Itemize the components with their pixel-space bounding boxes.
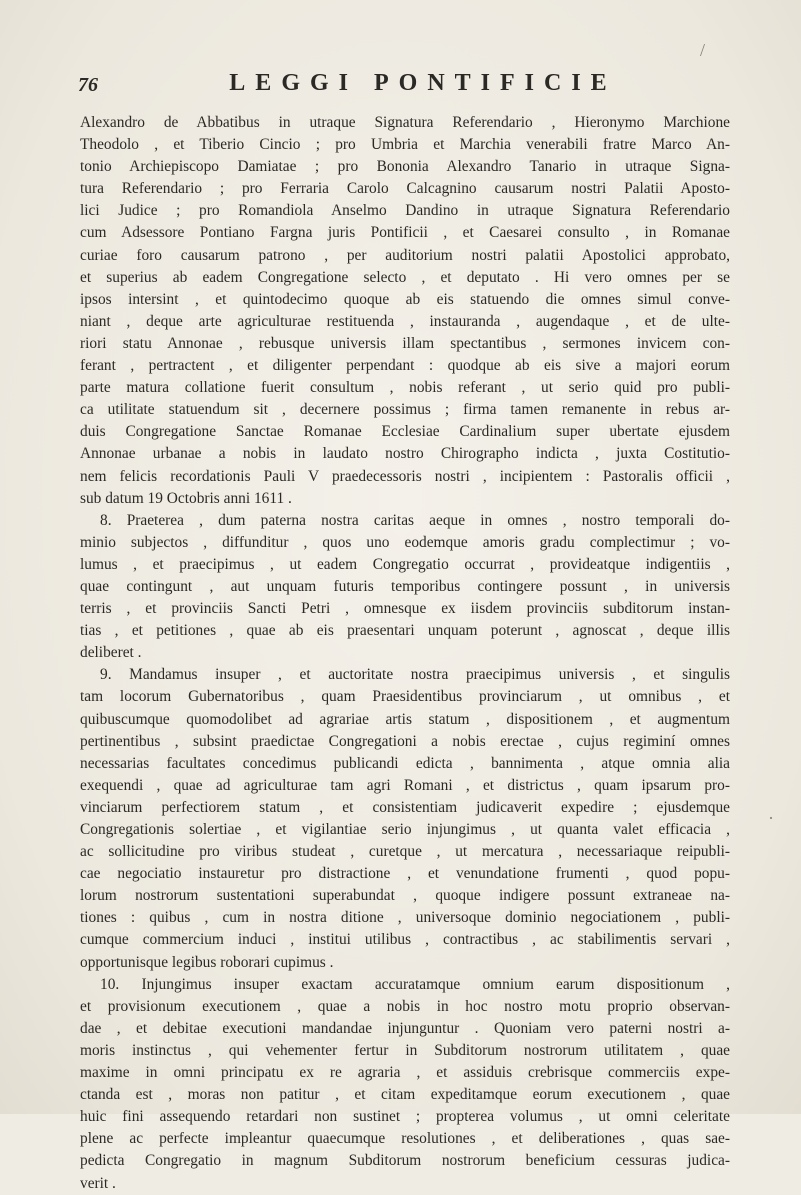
text-line: ctanda est , moras non patitur , et citam expeditamque eorum executionem , quae: [80, 1086, 730, 1104]
running-head: LEGGI PONTIFICIE: [229, 70, 617, 96]
text-line: lorum nostrorum sustentationi superabundat , quoque indigere possunt extraneae na-: [80, 887, 730, 905]
text-line: dae , et debitae executioni mandandae injunguntur . Quoniam vero paterni nostri a-: [80, 1019, 730, 1037]
text-line: necessarias facultates concedimus publicandi edicta , bannimenta , atque omnia alia: [80, 754, 730, 772]
text-line: Congregationis solertiae , et vigilantiae serio injungimus , ut quanta valet efficacia ,: [80, 821, 730, 838]
text-line: deliberet .: [80, 644, 142, 662]
text-line: niant , deque arte agriculturae restituenda , instauranda , augendaque , et de ulte-: [80, 312, 730, 330]
text-line: verit .: [80, 1174, 116, 1192]
text-line: curiae foro causarum patrono , per auditorium nostri palatii Apostolici approbato,: [80, 246, 730, 264]
body-text: [80, 112, 730, 1195]
text-line: plene ac perfecte impleantur quaecumque resolutiones , et deliberationes , quas sae-: [80, 1130, 730, 1148]
text-line: ipsos intersint , et quintodecimo quoque ab eis statuendo die omnes simul conve-: [80, 290, 730, 308]
text-line: pertinentibus , subsint praedictae Congregationi a nobis erectae , cujus regiminí omnes: [80, 732, 730, 750]
text-line: lici Judice ; pro Romandiola Anselmo Dandino in utraque Signatura Referendario: [80, 202, 730, 220]
text-line: ca utilitate statuendum sit , decernere possimus ; firma tamen remanente in rebus ar-: [80, 401, 730, 419]
pencil-mark-icon: ·: [768, 808, 774, 828]
text-line: Annonae urbanae a nobis in laudato nostro Chirographo indicta , juxta Costitutio-: [80, 445, 730, 463]
pencil-mark-icon: /: [700, 40, 706, 60]
text-line: duis Congregatione Sanctae Romanae Ecclesiae Cardinalium super ubertate ejusdem: [80, 423, 730, 441]
text-line: et superius ab eadem Congregatione selecto , et deputato . Hi vero omnes per se: [80, 268, 730, 286]
text-line: quae contingunt , aut unquam futuris temporibus contingere possunt , in universis: [80, 577, 730, 595]
text-line: tonio Archiepiscopo Damiatae ; pro Bononia Alexandro Tanario in utraque Signa-: [80, 158, 730, 176]
text-line: cumque commercium induci , institui utilibus , contractibus , ac stabilimentis servari ,: [80, 931, 730, 949]
text-line: Theodolo , et Tiberio Cincio ; pro Umbria et Marchia venerabili fratre Marco An-: [80, 136, 730, 154]
text-line: vinciarum perfectiorem statum , et consistentiam judicaverit expedire ; ejusdemque: [80, 798, 730, 816]
text-line: 10. Injungimus insuper exactam accuratamque omnium earum dispositionum ,: [100, 975, 730, 993]
text-line: maxime in omni principatu ex re agraria , et assiduis crebrisque commerciis expe-: [80, 1064, 730, 1082]
page-number: 76: [78, 74, 98, 96]
text-line: moris instinctus , qui vehementer fertur in Subditorum nostrorum utilitatem , quae: [80, 1041, 730, 1059]
text-line: cae negociatio instauretur pro distractione , et venundatione frumenti , quod popu-: [80, 865, 730, 883]
text-line: nem felicis recordationis Pauli V praedecessoris nostri , incipientem : Pastoralis officii ,: [80, 467, 730, 485]
text-line: tam locorum Gubernatoribus , quam Praesidentibus provinciarum , ut omnibus , et: [80, 688, 730, 706]
text-line: quibuscumque quomodolibet ad agrariae artis statum , dispositionem , et augmentum: [80, 710, 730, 728]
text-line: tura Referendario ; pro Ferraria Carolo Calcagnino causarum nostri Palatii Aposto-: [80, 180, 730, 198]
text-line: et provisionum executionem , quae a nobis in hoc nostro motu proprio observan-: [80, 997, 730, 1015]
text-line: pedicta Congregatio in magnum Subditorum nostrorum beneficium cessuras judica-: [80, 1152, 730, 1170]
text-line: opportunisque legibus roborari cupimus .: [80, 953, 334, 971]
text-line: ac sollicitudine pro viribus studeat , curetque , ut mercatura , necessariaque reipubli-: [80, 843, 730, 861]
text-line: huic fini assequendo retardari non sustinet ; propterea volumus , ut omni celeritate: [80, 1108, 730, 1126]
text-line: tiones : quibus , cum in nostra ditione , universoque dominio negociationem , publi-: [80, 909, 730, 927]
text-line: sub datum 19 Octobris anni 1611 .: [80, 489, 292, 507]
text-line: terris , et provinciis Sancti Petri , omnesque ex iisdem provinciis subditorum instan-: [80, 600, 730, 618]
page-header: [78, 70, 728, 110]
text-line: minio subjectos , diffunditur , quos uno eodemque amoris gradu complectimur ; vo-: [80, 533, 730, 551]
text-line: parte matura collatione fuerit consultum , nobis referant , ut serio quid pro publi-: [80, 379, 730, 397]
text-line: lumus , et praecipimus , ut eadem Congregatio occurrat , provideatque indigentiis ,: [80, 555, 730, 573]
text-line: ferant , pertractent , et diligenter perpendant : quodque ab eis sive a majori eorum: [80, 357, 730, 375]
text-line: Alexandro de Abbatibus in utraque Signatura Referendario , Hieronymo Marchione: [80, 114, 730, 131]
text-line: cum Adsessore Pontiano Fargna juris Pontificii , et Caesarei consulto , in Romanae: [80, 224, 730, 242]
text-line: exequendi , quae ad agriculturae tam agri Romani , et districtus , quam ipsarum pro-: [80, 776, 730, 794]
text-line: riori statu Annonae , rebusque universis illam spectantibus , sermones invicem con-: [80, 334, 730, 352]
text-line: 8. Praeterea , dum paterna nostra caritas aeque in omnes , nostro temporali do-: [100, 511, 730, 529]
text-line: tias , et petitiones , quae ab eis praesentari unquam poterunt , agnoscat , deque illis: [80, 622, 730, 640]
text-line: 9. Mandamus insuper , et auctoritate nostra praecipimus universis , et singulis: [100, 666, 730, 684]
